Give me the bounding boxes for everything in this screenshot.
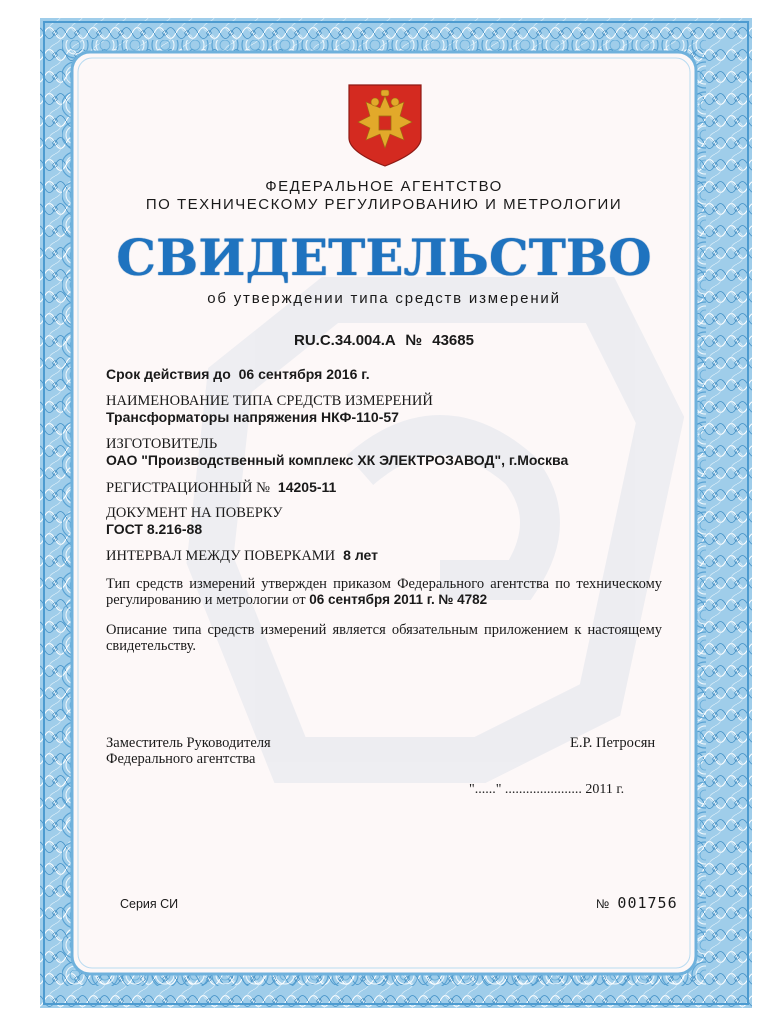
type-name-label: НАИМЕНОВАНИЕ ТИПА СРЕДСТВ ИЗМЕРЕНИЙ	[106, 393, 433, 409]
certificate-subtitle: об утверждении типа средств измерений	[207, 290, 561, 307]
approval-order-number: 4782	[457, 592, 488, 607]
serial-sign: №	[596, 897, 610, 911]
serial-number: 001756	[617, 894, 678, 912]
approval-paragraph	[106, 576, 662, 608]
interval-value: 8 лет	[343, 547, 378, 563]
certificate-number-sign: №	[405, 332, 423, 349]
approval-text: Тип средств измерений утвержден приказом Федерального агентства по техническому регулированию и метрологии от	[106, 576, 662, 608]
certificate-number: 43685	[432, 332, 474, 349]
type-name-value: Трансформаторы напряжения НКФ-110-57	[106, 409, 399, 425]
verification-doc-label: ДОКУМЕНТ НА ПОВЕРКУ	[106, 505, 283, 521]
serial-number-line	[596, 894, 678, 913]
registration-line	[106, 479, 336, 497]
approval-order-sign: №	[438, 592, 454, 607]
registration-value: 14205-11	[277, 479, 337, 495]
signatory-title-line-1: Заместитель Руководителя	[106, 735, 271, 751]
certificate-code: RU.C.34.004.A	[294, 332, 396, 349]
registration-label: РЕГИСТРАЦИОННЫЙ №	[106, 480, 270, 496]
signatory-name: Е.Р. Петросян	[570, 735, 656, 751]
validity-date: 06 сентября 2016 г.	[238, 366, 370, 382]
validity-line	[106, 366, 370, 382]
manufacturer-label: ИЗГОТОВИТЕЛЬ	[106, 436, 218, 452]
interval-line	[106, 547, 378, 565]
agency-line-2: ПО ТЕХНИЧЕСКОМУ РЕГУЛИРОВАНИЮ И МЕТРОЛОГИИ	[145, 196, 623, 213]
manufacturer-value: ОАО "Производственный комплекс ХК ЭЛЕКТРОЗАВОД", г.Москва	[106, 452, 569, 468]
agency-line-1: ФЕДЕРАЛЬНОЕ АГЕНТСТВО	[265, 178, 503, 195]
interval-label: ИНТЕРВАЛ МЕЖДУ ПОВЕРКАМИ	[106, 548, 336, 564]
verification-doc-value: ГОСТ 8.216-88	[106, 521, 203, 537]
certificate-title: СВИДЕТЕЛЬСТВО	[116, 228, 652, 287]
russian-coat-of-arms-icon	[346, 82, 424, 168]
signature-date-line: "......" ...................... 2011 г.	[469, 782, 625, 797]
certificate-number-line	[0, 332, 768, 349]
series-label: Серия СИ	[120, 897, 179, 911]
signatory-title-line-2: Федерального агентства	[106, 751, 256, 767]
description-note: Описание типа средств измерений является обязательным приложением к настоящему свидетельству.	[106, 622, 662, 654]
approval-date: 06 сентября 2011 г.	[309, 592, 435, 607]
validity-label: Срок действия до	[106, 366, 231, 382]
